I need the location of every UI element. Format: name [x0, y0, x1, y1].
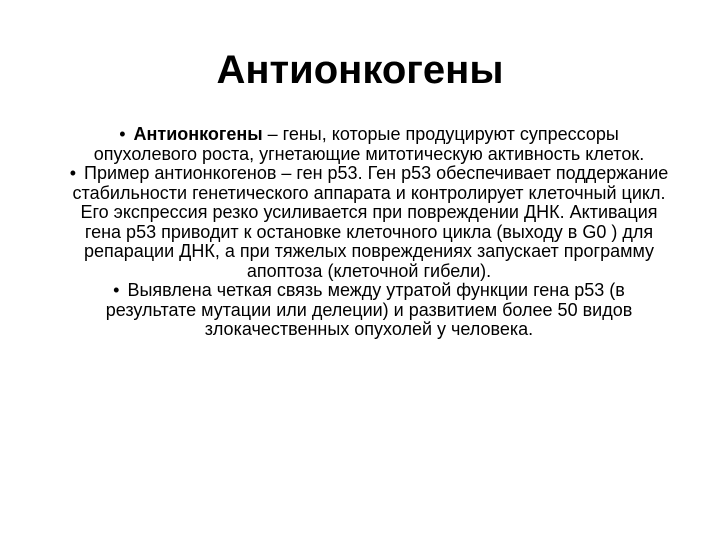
bullet-text: Выявлена четкая связь между утратой функции гена р53 (в результате мутации или делеции) и развитием более 50 видов злокачественных опухолей у человека.	[105, 280, 633, 339]
bullet-item-example	[68, 164, 670, 281]
bullet-dot-icon: •	[69, 163, 77, 183]
bullet-item-definition	[68, 125, 670, 164]
bullet-item-association	[68, 281, 670, 340]
slide-body	[68, 125, 670, 340]
bullet-text: Пример антионкогенов – ген р53. Ген р53 обеспечивает поддержание стабильности генетического аппарата и контролирует клеточный цикл. Его экспрессия резко усиливается при повреждении ДНК. Активация гена р53 приводит к остановке клеточного цикла (выходу в G0 ) для репарации ДНК, а при тяжелых повреждениях запускает программу апоптоза (клеточной гибели).	[72, 163, 669, 281]
bullet-dot-icon: •	[119, 124, 126, 144]
bullet-text: – гены, которые продуцируют супрессоры опухолевого роста, угнетающие митотическую активность клеток.	[93, 124, 645, 164]
bullet-term: Антионкогены	[133, 124, 263, 144]
slide-title: Антионкогены	[216, 48, 504, 92]
bullet-dot-icon: •	[113, 280, 120, 300]
